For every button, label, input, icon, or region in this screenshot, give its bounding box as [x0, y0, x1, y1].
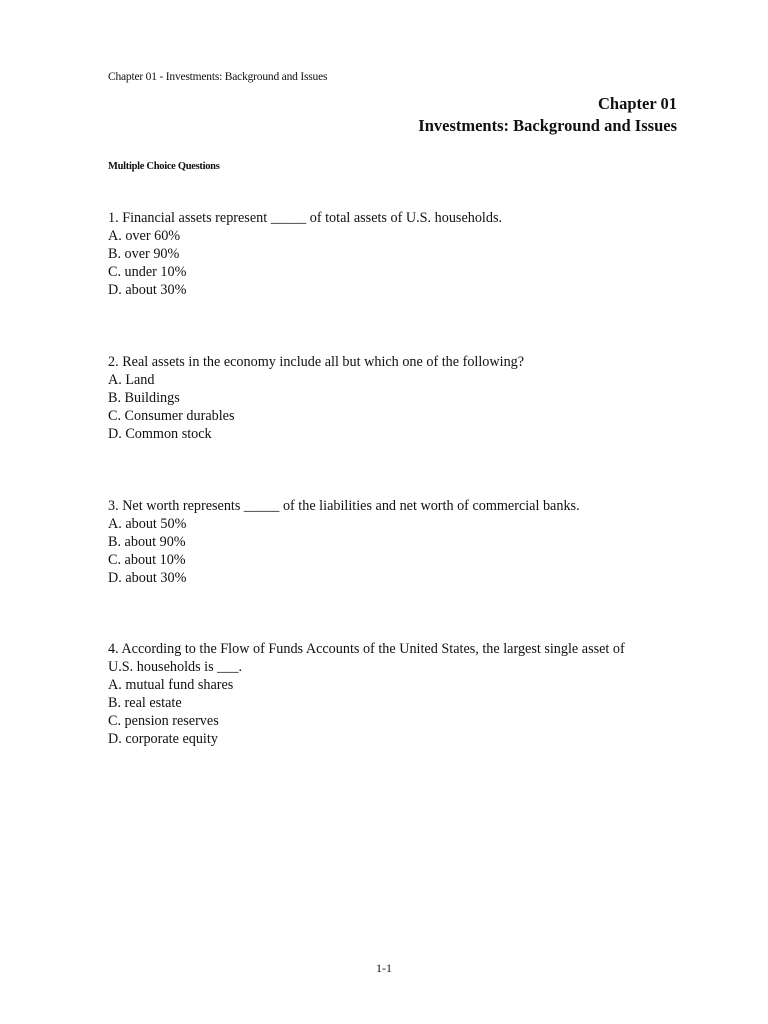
chapter-heading: [418, 93, 677, 137]
option-a: A. about 50%: [108, 516, 187, 532]
question-1: [108, 209, 678, 299]
option-b: B. Buildings: [108, 390, 180, 406]
option-b: B. about 90%: [108, 534, 186, 550]
question-3: [108, 497, 678, 587]
question-stem: 3. Net worth represents _____ of the liabilities and net worth of commercial banks.: [108, 498, 580, 514]
chapter-title: Investments: Background and Issues: [418, 116, 677, 135]
option-d: D. about 30%: [108, 282, 187, 298]
question-4: [108, 640, 678, 748]
question-stem: 2. Real assets in the economy include all but which one of the following?: [108, 354, 525, 370]
option-c: C. under 10%: [108, 264, 187, 280]
option-a: A. mutual fund shares: [108, 677, 234, 693]
option-b: B. real estate: [108, 695, 182, 711]
question-stem-line-2: U.S. households is ___.: [108, 659, 243, 675]
section-heading: Multiple Choice Questions: [108, 161, 220, 172]
option-d: D. Common stock: [108, 426, 212, 442]
option-b: B. over 90%: [108, 246, 180, 262]
option-d: D. corporate equity: [108, 731, 218, 747]
page-number: 1-1: [376, 961, 392, 975]
option-c: C. pension reserves: [108, 713, 219, 729]
option-d: D. about 30%: [108, 570, 187, 586]
option-c: C. Consumer durables: [108, 408, 235, 424]
running-header: Chapter 01 - Investments: Background and Issues: [108, 71, 328, 83]
option-a: A. over 60%: [108, 228, 181, 244]
option-a: A. Land: [108, 372, 155, 388]
question-stem: 1. Financial assets represent _____ of total assets of U.S. households.: [108, 210, 503, 226]
question-2: [108, 353, 678, 443]
question-stem-line-1: 4. According to the Flow of Funds Accounts of the United States, the largest single asset of: [108, 641, 625, 657]
chapter-number: Chapter 01: [598, 94, 677, 113]
option-c: C. about 10%: [108, 552, 186, 568]
